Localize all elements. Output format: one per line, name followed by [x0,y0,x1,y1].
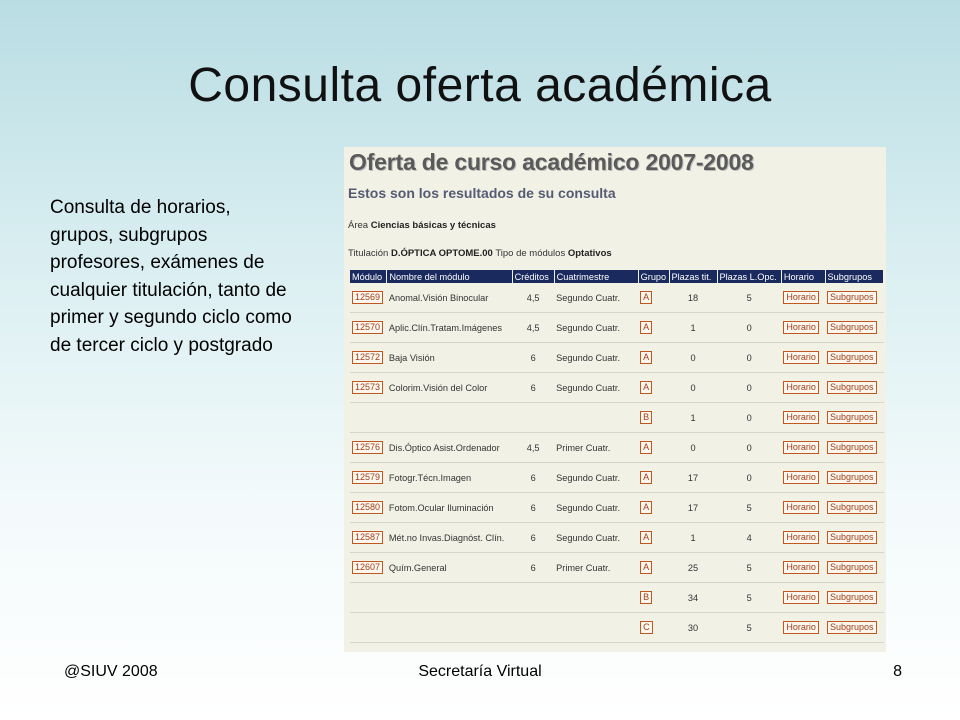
grupo-link[interactable]: A [640,291,652,304]
grupo-link[interactable]: A [640,531,652,544]
tipo-label: Tipo de módulos [495,248,566,259]
creditos-value: 6 [530,472,536,483]
col-header: Grupo [638,270,669,283]
modulo-link[interactable]: 12607 [352,561,383,574]
plazas-tit-value: 34 [687,592,699,603]
creditos-value: 6 [530,382,536,393]
modulo-name: Fotom.Ocular Iluminación [388,502,494,513]
plazas-lopc-value: 4 [746,532,752,543]
cuatrimestre-value: Segundo Cuatr. [556,352,621,363]
modulo-link[interactable]: 12570 [352,321,383,334]
cuatrimestre-value: Segundo Cuatr. [556,292,621,303]
col-header: Subgrupos [825,270,883,283]
modules-table [350,270,884,643]
grupo-link[interactable]: A [640,471,652,484]
table-row [350,373,884,403]
horario-button[interactable]: Horario [783,351,819,364]
horario-button[interactable]: Horario [783,471,819,484]
area-value: Ciencias básicas y técnicas [370,220,496,231]
plazas-lopc-value: 5 [746,502,752,513]
horario-button[interactable]: Horario [783,561,819,574]
col-header: Nombre del módulo [387,270,512,283]
horario-button[interactable]: Horario [783,411,819,424]
modulo-name: Baja Visión [388,352,435,363]
horario-button[interactable]: Horario [783,441,819,454]
horario-button[interactable]: Horario [783,531,819,544]
table-body [350,283,884,643]
plazas-lopc-value: 0 [746,352,752,363]
subgrupos-button[interactable]: Subgrupos [827,471,877,484]
modulo-link[interactable]: 12572 [352,351,383,364]
plazas-lopc-value: 0 [746,412,752,423]
col-header: Horario [781,270,825,283]
subgrupos-button[interactable]: Subgrupos [827,501,877,514]
modulo-link[interactable]: 12576 [352,441,383,454]
horario-button[interactable]: Horario [783,321,819,334]
cuatrimestre-value: Segundo Cuatr. [556,502,621,513]
subgrupos-button[interactable]: Subgrupos [827,621,877,634]
grupo-link[interactable]: A [640,381,652,394]
titulacion-line [348,248,612,259]
slide-description: Consulta de horarios, grupos, subgrupos profesores, exámenes de cualquier titulación, tanto de primer y segundo ciclo como de tercer ciclo y postgrado [50,197,292,356]
table-row [350,403,884,433]
screenshot-panel [344,147,886,652]
plazas-tit-value: 1 [690,532,696,543]
table-row [350,523,884,553]
table-row [350,343,884,373]
plazas-tit-value: 0 [690,352,696,363]
creditos-value: 6 [530,532,536,543]
plazas-tit-value: 0 [690,382,696,393]
creditos-value: 4,5 [526,322,540,333]
tipo-value: Optativos [567,248,612,259]
area-label: Área [348,220,369,231]
table-row [350,433,884,463]
subgrupos-button[interactable]: Subgrupos [827,291,877,304]
horario-button[interactable]: Horario [783,501,819,514]
col-header: Créditos [512,270,554,283]
plazas-tit-value: 17 [687,502,699,513]
plazas-lopc-value: 5 [746,562,752,573]
modulo-link[interactable]: 12587 [352,531,383,544]
horario-button[interactable]: Horario [783,621,819,634]
table-row [350,613,884,643]
plazas-lopc-value: 0 [746,442,752,453]
plazas-tit-value: 30 [687,622,699,633]
slide-title: Consulta oferta académica [188,59,772,112]
table-header-row [350,270,884,283]
col-header: Módulo [350,270,387,283]
plazas-lopc-value: 5 [746,622,752,633]
creditos-value: 4,5 [526,442,540,453]
table-row [350,463,884,493]
grupo-link[interactable]: B [640,591,652,604]
plazas-tit-value: 0 [690,442,696,453]
creditos-value: 6 [530,562,536,573]
creditos-value: 4,5 [526,292,540,303]
titulacion-label: Titulación [348,248,389,259]
plazas-tit-value: 1 [690,412,696,423]
plazas-lopc-value: 0 [746,472,752,483]
footer-copyright: @SIUV 2008 [64,663,158,680]
modulo-name: Colorim.Visión del Color [388,382,488,393]
grupo-link[interactable]: C [640,621,653,634]
titulacion-value: D.ÓPTICA OPTOME.00 [390,248,493,259]
page-title: Oferta de curso académico 2007-2008 [349,149,754,175]
modulo-name: Fotogr.Técn.Imagen [388,472,472,483]
cuatrimestre-value: Segundo Cuatr. [556,322,621,333]
grupo-link[interactable]: A [640,351,652,364]
modulo-name: Quím.General [388,562,447,573]
grupo-link[interactable]: A [640,321,652,334]
subgrupos-button[interactable]: Subgrupos [827,411,877,424]
results-subtitle: Estos son los resultados de su consulta [348,185,616,201]
plazas-tit-value: 17 [687,472,699,483]
subgrupos-button[interactable]: Subgrupos [827,351,877,364]
area-line [348,220,496,231]
grupo-link[interactable]: A [640,561,652,574]
modulo-name: Mét.no Invas.Diagnóst. Clín. [388,532,505,543]
cuatrimestre-value: Segundo Cuatr. [556,472,621,483]
horario-button[interactable]: Horario [783,591,819,604]
slide-number: 8 [893,663,902,680]
footer-center: Secretaría Virtual [418,663,542,680]
table-row [350,553,884,583]
table-row [350,313,884,343]
subgrupos-button[interactable]: Subgrupos [827,381,877,394]
subgrupos-button[interactable]: Subgrupos [827,531,877,544]
modulo-link[interactable]: 12573 [352,381,383,394]
col-header: Cuatrimestre [554,270,638,283]
plazas-tit-value: 1 [690,322,696,333]
table-row [350,493,884,523]
grupo-link[interactable]: A [640,441,652,454]
grupo-link[interactable]: A [640,501,652,514]
horario-button[interactable]: Horario [783,381,819,394]
creditos-value: 6 [530,352,536,363]
table-row [350,283,884,313]
modulo-name: Anomal.Visión Binocular [388,292,489,303]
plazas-lopc-value: 0 [746,322,752,333]
modulo-name: Dis.Óptico Asist.Ordenador [388,442,500,453]
cuatrimestre-value: Primer Cuatr. [556,442,611,453]
table-row [350,583,884,613]
modulo-link[interactable]: 12580 [352,501,383,514]
plazas-lopc-value: 5 [746,292,752,303]
subgrupos-button[interactable]: Subgrupos [827,441,877,454]
cuatrimestre-value: Segundo Cuatr. [556,532,621,543]
creditos-value: 6 [530,502,536,513]
subgrupos-button[interactable]: Subgrupos [827,591,877,604]
subgrupos-button[interactable]: Subgrupos [827,561,877,574]
col-header: Plazas tit. [669,270,717,283]
plazas-tit-value: 18 [687,292,699,303]
cuatrimestre-value: Segundo Cuatr. [556,382,621,393]
subgrupos-button[interactable]: Subgrupos [827,321,877,334]
plazas-lopc-value: 5 [746,592,752,603]
horario-button[interactable]: Horario [783,291,819,304]
modulo-link[interactable]: 12569 [352,291,383,304]
plazas-tit-value: 25 [687,562,699,573]
cuatrimestre-value: Primer Cuatr. [556,562,611,573]
plazas-lopc-value: 0 [746,382,752,393]
modulo-name: Aplic.Clín.Tratam.Imágenes [388,322,502,333]
grupo-link[interactable]: B [640,411,652,424]
modulo-link[interactable]: 12579 [352,471,383,484]
col-header: Plazas L.Opc. [717,270,781,283]
